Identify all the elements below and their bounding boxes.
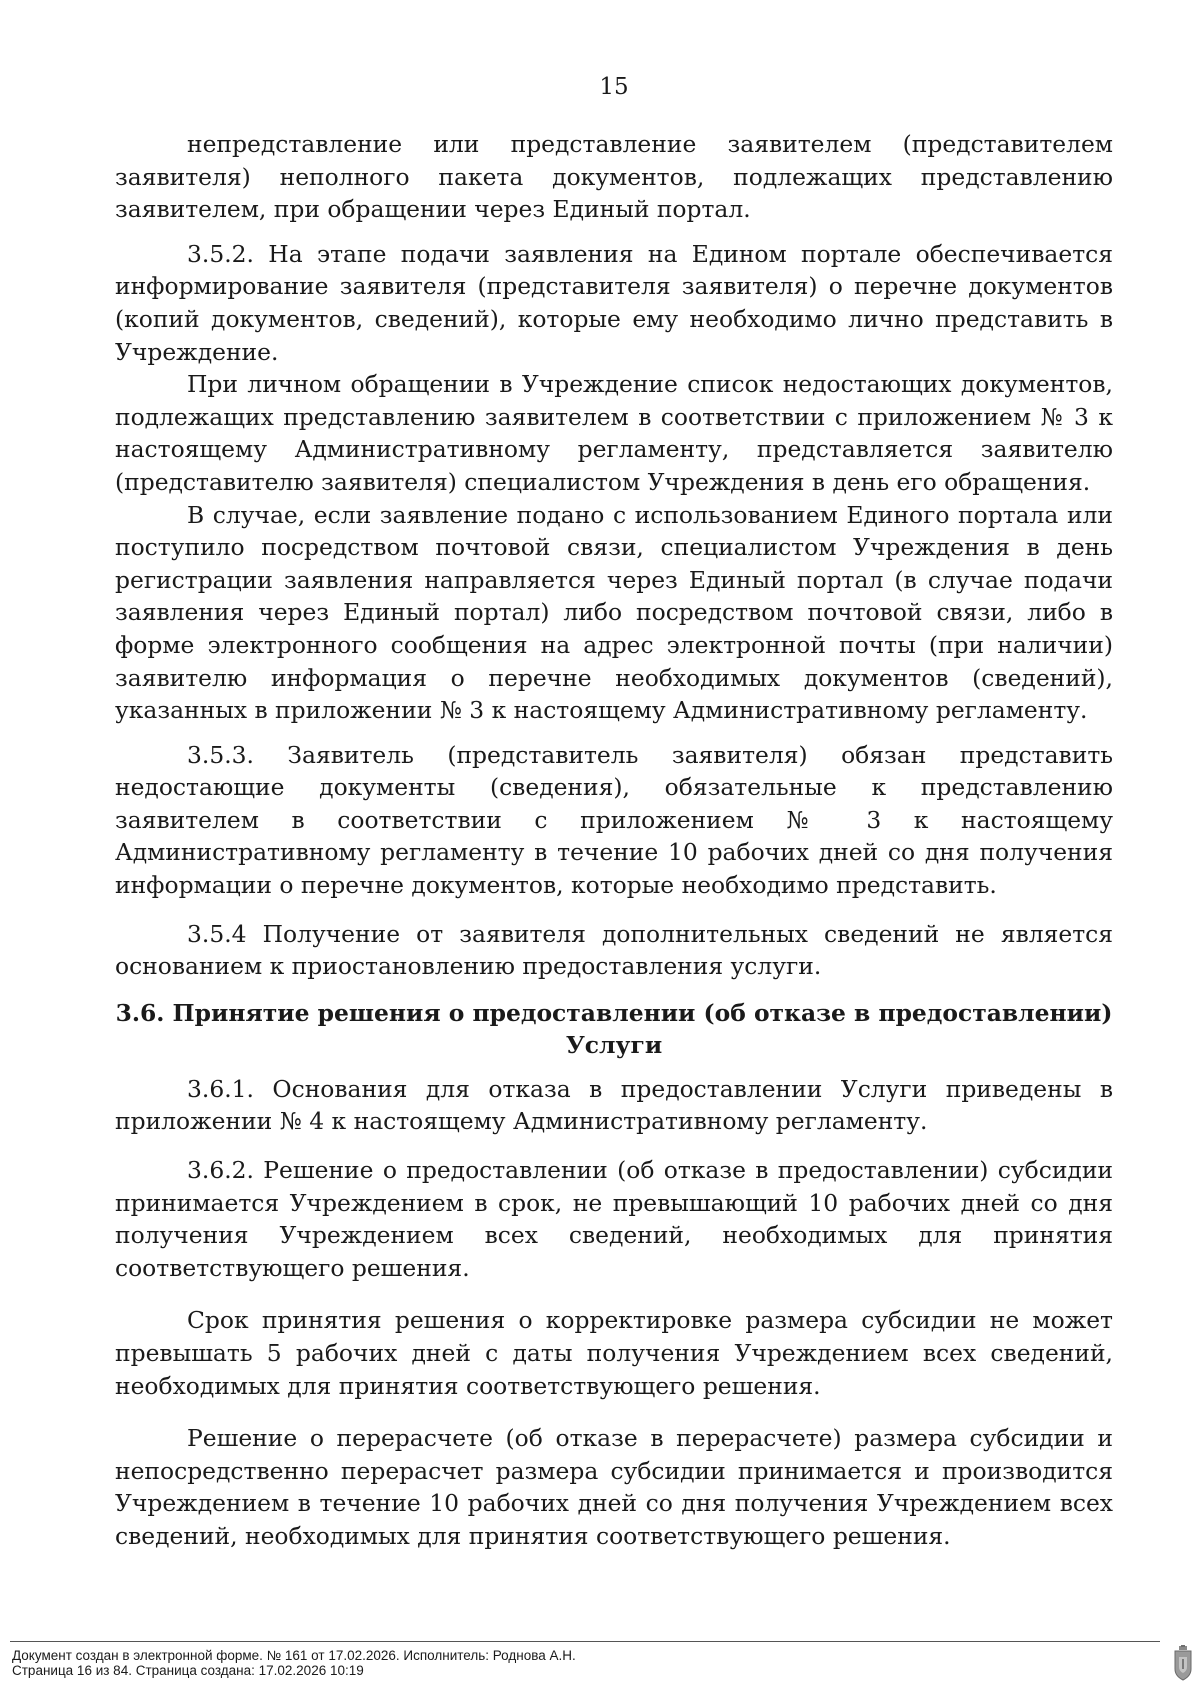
page-number: 15 <box>599 74 629 100</box>
paragraph-portal-notice: В случае, если заявление подано с использованием Единого портала или поступило посредством почтовой связи, специалистом Учреждения в день регистрации заявления направляется через Единый портал (в случае подачи заявления через Единый портал) либо посредством почтовой связи, либо в форме электронного сообщения на адрес электронной почты (при наличии) заявителю информация о перечне необходимых документов (сведений), указанных в приложении № 3 к настоящему Административному регламенту. <box>115 500 1113 725</box>
footer-line-1: Документ создан в электронной форме. № 161 от 17.02.2026. Исполнитель: Роднова А.Н. <box>12 1648 576 1663</box>
section-heading-line-2: Услуги <box>565 1030 663 1059</box>
section-heading-line-1: 3.6. Принятие решения о предоставлении (об отказе в предоставлении) <box>115 998 1113 1027</box>
section-heading-3-6 <box>115 997 1113 1061</box>
document-body <box>115 128 1113 1553</box>
paragraph-3-6-2: 3.6.2. Решение о предоставлении (об отказе в предоставлении) субсидии принимается Учреждением в срок, не превышающий 10 рабочих дней со дня получения Учреждением всех сведений, необходимых для принятия соответствующего решения. <box>115 1156 1113 1282</box>
paragraph-3-6-1: 3.6.1. Основания для отказа в предоставлении Услуги приведены в приложении № 4 к настоящему Административному регламенту. <box>115 1074 1113 1136</box>
paragraph-3-5-2: 3.5.2. На этапе подачи заявления на Едином портале обеспечивается информирование заявителя (представителя заявителя) о перечне документов (копий документов, сведений), которые ему необходимо лично представить в Учреждение. <box>115 239 1113 366</box>
paragraph-recalculation: Решение о перерасчете (об отказе в перерасчете) размера субсидии и непосредственно перерасчет размера субсидии принимается и производится Учреждением в течение 10 рабочих дней со дня получения Учреждением всех сведений, необходимых для принятия соответствующего решения. <box>115 1424 1113 1550</box>
paragraph-personal-visit: При личном обращении в Учреждение список недостающих документов, подлежащих представлению заявителем в соответствии с приложением № 3 к настоящему Административному регламенту, представляется заявителю (представителю заявителя) специалистом Учреждения в день его обращения. <box>115 370 1113 496</box>
document-footer <box>0 1641 1200 1698</box>
paragraph-3-5-4: 3.5.4 Получение от заявителя дополнительных сведений не является основанием к приостановлению предоставления услуги. <box>115 919 1113 981</box>
footer-text <box>12 1648 576 1678</box>
paragraph-3-5-3: 3.5.3. Заявитель (представитель заявителя) обязан представить недостающие документы (сведения), обязательные к представлению заявителем в соответствии с приложением № 3 к настоящему Административному регламенту в течение 10 рабочих дней со дня получения информации о перечне документов, которые необходимо представить. <box>115 740 1113 900</box>
coat-of-arms-icon <box>1172 1645 1194 1681</box>
paragraph-continuation: непредставление или представление заявителем (представителем заявителя) неполного пакета документов, подлежащих представлению заявителем, при обращении через Единый портал. <box>115 130 1113 224</box>
paragraph-adjustment-term: Срок принятия решения о корректировке размера субсидии не может превышать 5 рабочих дней с даты получения Учреждением всех сведений, необходимых для принятия соответствующего решения. <box>115 1306 1113 1400</box>
footer-divider <box>10 1641 1160 1642</box>
footer-line-2: Страница 16 из 84. Страница создана: 17.02.2026 10:19 <box>12 1663 364 1678</box>
